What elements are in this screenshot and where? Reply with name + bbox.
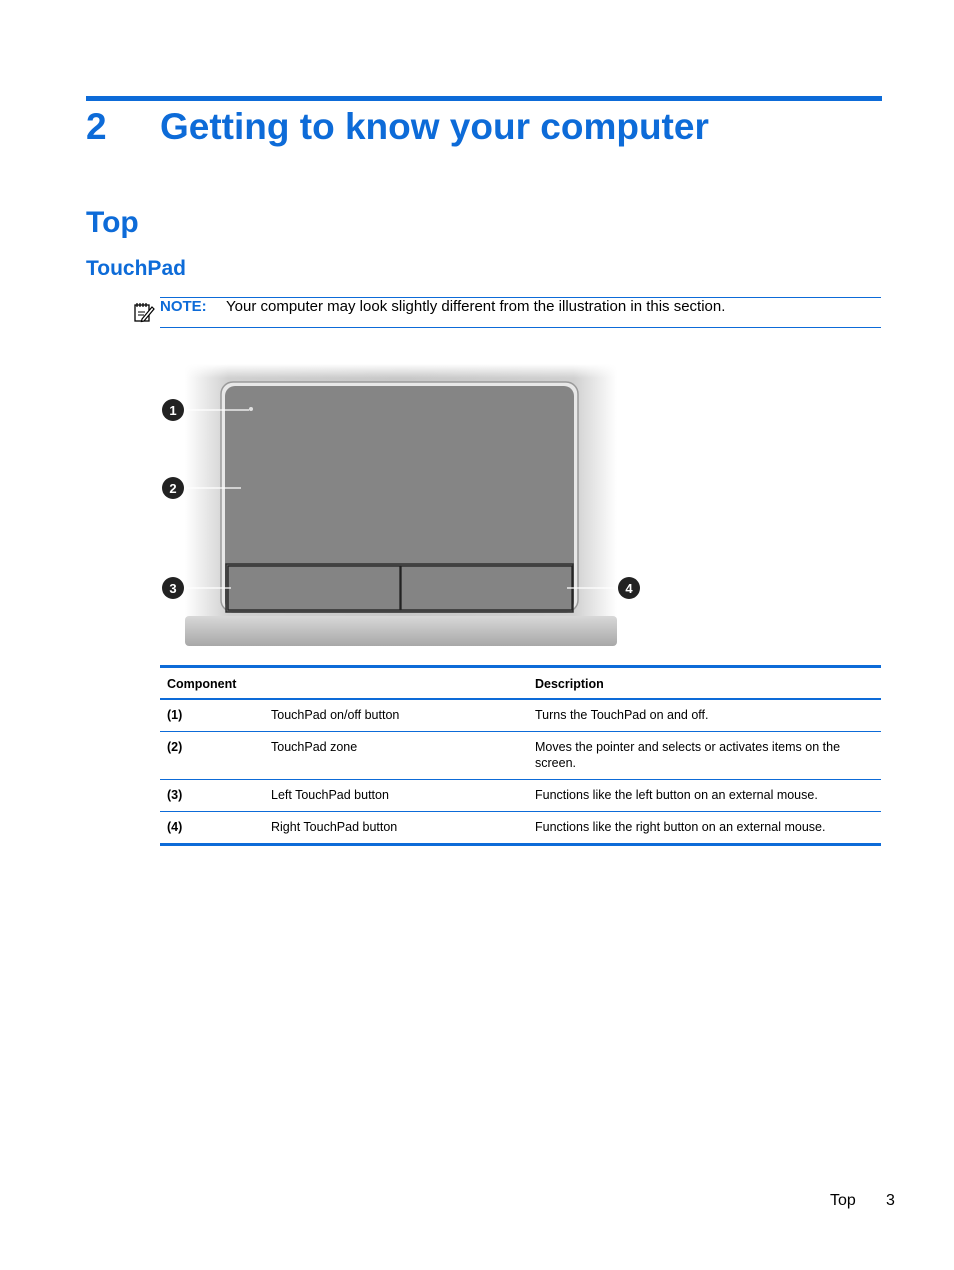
note-icon [133,301,155,323]
header-component: Component [167,677,237,691]
row-description: Functions like the left button on an external mouse. [535,788,818,802]
table-row [160,780,881,812]
row-description: Functions like the right button on an external mouse. [535,820,826,834]
svg-text:2: 2 [169,481,177,496]
chapter-rule [86,96,882,101]
subsection-title: TouchPad [86,257,186,280]
callout-2 [162,477,184,499]
svg-text:1: 1 [169,403,177,418]
row-description: Turns the TouchPad on and off. [535,708,709,722]
touchpad-on-off-indicator [249,407,253,411]
component-table [160,665,881,846]
note-text: Your computer may look slightly different from the illustration in this section. [226,298,726,315]
touchpad-illustration [155,360,655,652]
table-row [160,699,881,732]
callout-3 [162,577,184,599]
table-row [160,732,881,780]
footer-section-name: Top [830,1192,856,1209]
header-description: Description [535,677,604,691]
row-description: Moves the pointer and selects or activates items on the screen. [535,740,841,770]
row-component: TouchPad zone [271,740,358,754]
row-index: (4) [167,820,183,834]
svg-text:3: 3 [169,581,177,596]
right-touchpad-button [401,566,572,610]
section-title: Top [86,206,139,239]
footer-page-number: 3 [886,1192,895,1209]
callout-1 [162,399,184,421]
row-index: (3) [167,788,183,802]
row-component: Right TouchPad button [271,820,398,834]
chapter-title: Getting to know your computer [160,106,709,147]
row-component: TouchPad on/off button [271,708,400,722]
row-index: (2) [167,740,183,754]
front-edge [185,616,617,646]
svg-text:4: 4 [625,581,633,596]
callout-4 [618,577,640,599]
chapter-heading [86,106,709,148]
table-row [160,812,881,845]
left-touchpad-button [228,566,400,610]
table-header-row [160,667,881,700]
note-label: NOTE: [160,298,207,315]
row-index: (1) [167,708,183,722]
row-component: Left TouchPad button [271,788,389,802]
chapter-number: 2 [86,106,107,147]
